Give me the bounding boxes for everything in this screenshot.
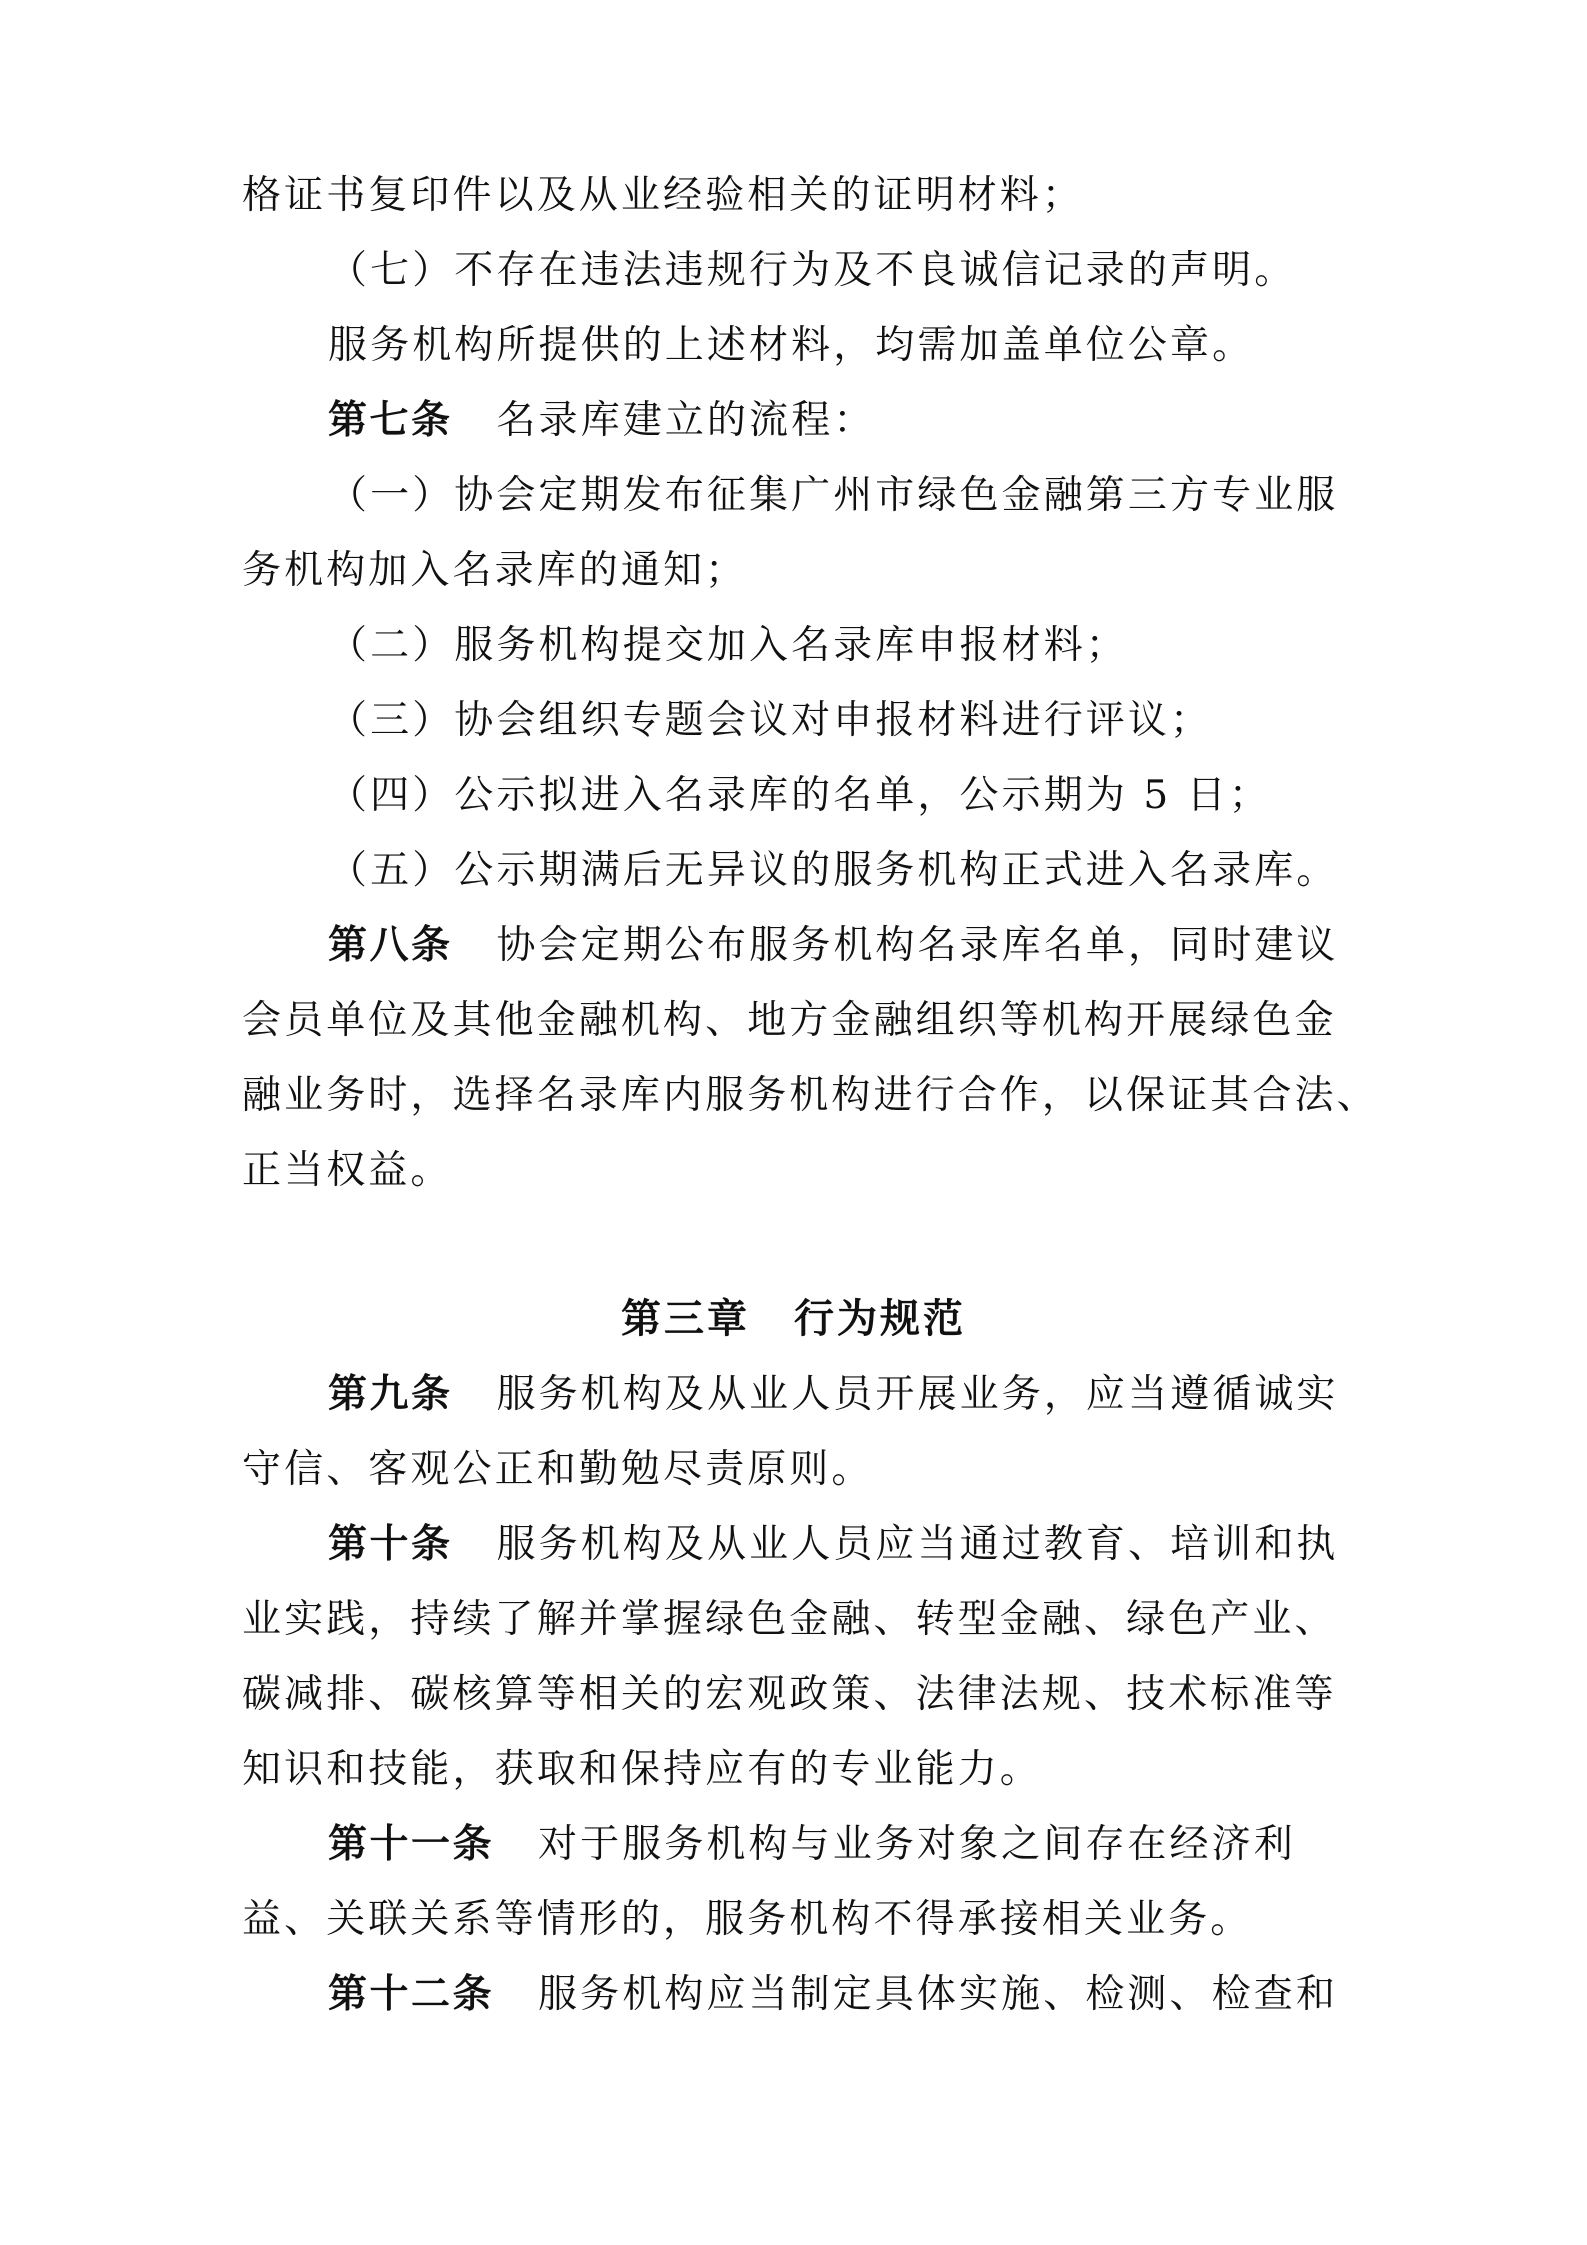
paragraph-line	[328, 308, 1347, 383]
paragraph-line	[328, 458, 1347, 533]
paragraph-line	[242, 1732, 1347, 1807]
paragraph-line	[242, 1133, 1347, 1208]
chapter-number: 第三章	[621, 1296, 750, 1342]
line-text: 服务机构及从业人员应当通过教育、培训和执	[496, 1522, 1339, 1567]
paragraph-line	[242, 1058, 1379, 1133]
line-text: 名录库建立的流程：	[496, 398, 876, 443]
line-text: 业实践，持续了解并掌握绿色金融、转型金融、绿色产业、	[242, 1597, 1337, 1642]
paragraph-line	[328, 758, 1347, 833]
line-text: 协会定期公布服务机构名录库名单，同时建议	[496, 923, 1339, 968]
paragraph-line	[328, 833, 1347, 908]
paragraph-line	[242, 158, 1347, 233]
line-text: 益、关联关系等情形的，服务机构不得承接相关业务。	[242, 1897, 1253, 1942]
line-text: （七）不存在违法违规行为及不良诚信记录的声明。	[328, 248, 1297, 293]
paragraph-line	[242, 533, 1347, 608]
chapter-title: 行为规范	[794, 1296, 966, 1342]
article-label: 第九条	[328, 1372, 453, 1417]
article-line	[328, 1957, 1347, 2032]
article-label: 第十条	[328, 1522, 453, 1567]
chapter-heading	[0, 1282, 1587, 1357]
line-text: 守信、客观公正和勤勉尽责原则。	[242, 1447, 874, 1492]
article-line	[328, 1807, 1347, 1882]
article-line	[328, 908, 1347, 983]
paragraph-line	[242, 1582, 1347, 1657]
paragraph-line	[242, 1882, 1347, 1957]
paragraph-line	[242, 1657, 1347, 1732]
article-label: 第七条	[328, 398, 453, 443]
line-text: 对于服务机构与业务对象之间存在经济利	[538, 1822, 1296, 1867]
line-text: 会员单位及其他金融机构、地方金融组织等机构开展绿色金	[242, 998, 1337, 1043]
line-text: 知识和技能，获取和保持应有的专业能力。	[242, 1747, 1042, 1792]
paragraph-line	[328, 608, 1347, 683]
article-label: 第十二条	[328, 1972, 495, 2017]
paragraph-line	[328, 233, 1347, 308]
article-label: 第十一条	[328, 1822, 495, 1867]
article-label: 第八条	[328, 923, 453, 968]
line-text: （一）协会定期发布征集广州市绿色金融第三方专业服	[328, 473, 1339, 518]
paragraph-line	[242, 983, 1347, 1058]
line-text: （四）公示拟进入名录库的名单，公示期为 5 日；	[328, 773, 1272, 818]
line-text: 服务机构应当制定具体实施、检测、检查和	[538, 1972, 1338, 2017]
line-text: 格证书复印件以及从业经验相关的证明材料；	[242, 173, 1085, 218]
article-line	[328, 1357, 1347, 1432]
line-text: 服务机构所提供的上述材料，均需加盖单位公章。	[328, 323, 1255, 368]
paragraph-line	[328, 683, 1347, 758]
line-text: 融业务时，选择名录库内服务机构进行合作，以保证其合法、	[242, 1073, 1379, 1118]
line-text: 碳减排、碳核算等相关的宏观政策、法律法规、技术标准等	[242, 1672, 1337, 1717]
line-text: 务机构加入名录库的通知；	[242, 548, 748, 593]
paragraph-line	[242, 1432, 1347, 1507]
article-line	[328, 383, 1347, 458]
line-text: 服务机构及从业人员开展业务，应当遵循诚实	[496, 1372, 1339, 1417]
article-line	[328, 1507, 1347, 1582]
line-text: （三）协会组织专题会议对申报材料进行评议；	[328, 698, 1213, 743]
line-text: （五）公示期满后无异议的服务机构正式进入名录库。	[328, 848, 1339, 893]
line-text: （二）服务机构提交加入名录库申报材料；	[328, 623, 1128, 668]
line-text: 正当权益。	[242, 1148, 453, 1193]
